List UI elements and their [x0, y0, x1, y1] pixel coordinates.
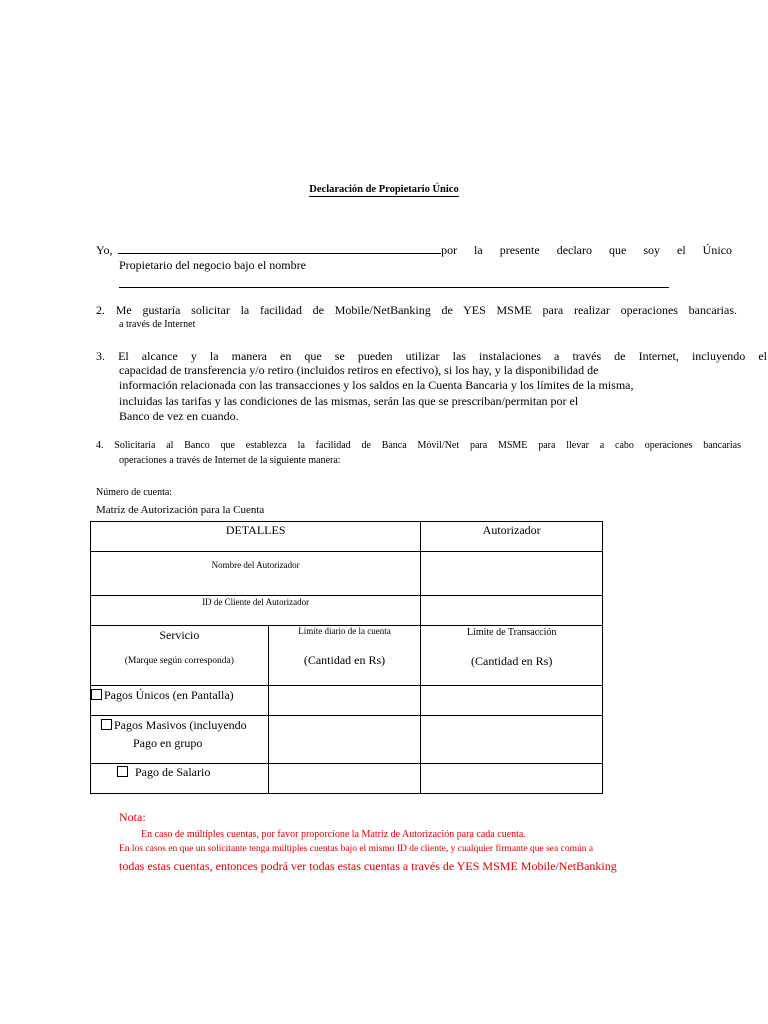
authorizer-id-field[interactable] [421, 596, 603, 626]
business-name-label: Propietario del negocio bajo el nombre [119, 258, 306, 272]
pagos-masivos-label-2: Pago en grupo [133, 736, 203, 750]
service-label: Servicio [159, 628, 200, 642]
para-2-sub: a través de Internet [119, 319, 196, 330]
transaction-limit-header [421, 626, 603, 686]
transaction-limit-unit: (Cantidad en Rs) [471, 654, 553, 668]
note-label: Nota: [119, 810, 146, 824]
note-line-1: En caso de múltiples cuentas, por favor proporcione la Matriz de Autorización para cada cuenta. [141, 829, 526, 840]
pagos-unicos-daily-limit-field[interactable] [268, 686, 421, 716]
para-3-line-4: incluidas las tarifas y las condiciones de las mismas, serán las que se prescriban/permitan por el [119, 394, 579, 408]
mark-instruction: (Marque según corresponda) [124, 656, 234, 666]
daily-limit-label: Límite diario de la cuenta [298, 626, 391, 636]
declaration-lead: Yo, [96, 243, 113, 257]
pago-salario-transaction-limit-field[interactable] [421, 764, 603, 794]
declaration-tail: por la presente declaro que soy el Único [441, 243, 732, 257]
authorizer-name-label: Nombre del Autorizador [91, 552, 421, 596]
pagos-masivos-label-1: Pagos Masivos (incluyendo [114, 718, 247, 732]
checkbox-pagos-masivos[interactable] [101, 719, 112, 730]
transaction-limit-label: Límite de Transacción [466, 627, 557, 638]
note-line-3: todas estas cuentas, entonces podrá ver todas estas cuentas a través de YES MSME Mobile/NetBanking [119, 859, 617, 873]
pagos-masivos-daily-limit-field[interactable] [268, 716, 421, 764]
name-blank [118, 243, 441, 254]
authorizer-id-label: ID de Cliente del Autorizador [91, 596, 421, 626]
para-3-line-2: capacidad de transferencia y/o retiro (incluidos retiros en efectivo), si los hay, y la disponibilidad de [119, 363, 599, 377]
document-title [0, 184, 768, 195]
daily-limit-unit: (Cantidad en Rs) [303, 653, 386, 667]
header-autorizador: Autorizador [421, 522, 603, 552]
para-3-line-3: información relacionada con las transacciones y los saldos en la Cuenta Bancaria y los límites de la misma, [119, 378, 634, 392]
service-row-masivos [91, 716, 269, 764]
pagos-unicos-label: Pagos Únicos (en Pantalla) [104, 688, 234, 702]
authorizer-name-field[interactable] [421, 552, 603, 596]
para-4-line-2: operaciones a través de Internet de la siguiente manera: [119, 455, 341, 466]
service-header [91, 626, 269, 686]
authorization-matrix [90, 521, 603, 794]
matrix-label: Matriz de Autorización para la Cuenta [96, 504, 265, 516]
service-row-salario [91, 764, 269, 794]
checkbox-pago-salario[interactable] [117, 766, 128, 777]
para-4-line-1: 4. Solicitaría al Banco que establezca la facilidad de Banca Móvil/Net para MSME para llevar a cabo operaciones bancarias [96, 440, 741, 451]
declaration-line [96, 243, 732, 258]
pago-salario-daily-limit-field[interactable] [268, 764, 421, 794]
document-title-text: Declaración de Propietario Único [309, 184, 459, 195]
para-3-line-5: Banco de vez en cuando. [119, 409, 239, 423]
header-detalles: DETALLES [91, 522, 421, 552]
account-number-label: Número de cuenta: [96, 487, 173, 498]
para-2: 2. Me gustaría solicitar la facilidad de Mobile/NetBanking de YES MSME para realizar operaciones bancarias. [96, 303, 737, 317]
daily-limit-header [268, 626, 421, 686]
pagos-unicos-transaction-limit-field[interactable] [421, 686, 603, 716]
para-3-line-1: 3. El alcance y la manera en que se pueden utilizar las instalaciones a través de Internet, incluyendo el [96, 349, 767, 363]
service-row-unicos [91, 686, 269, 716]
business-name-blank [119, 278, 669, 288]
pago-salario-label: Pago de Salario [135, 765, 211, 779]
checkbox-pagos-unicos[interactable] [91, 689, 102, 700]
note-line-2: En los casos en que un solicitante tenga múltiples cuentas bajo el mismo ID de cliente, y cualquier firmante que sea común a [119, 844, 594, 854]
pagos-masivos-transaction-limit-field[interactable] [421, 716, 603, 764]
